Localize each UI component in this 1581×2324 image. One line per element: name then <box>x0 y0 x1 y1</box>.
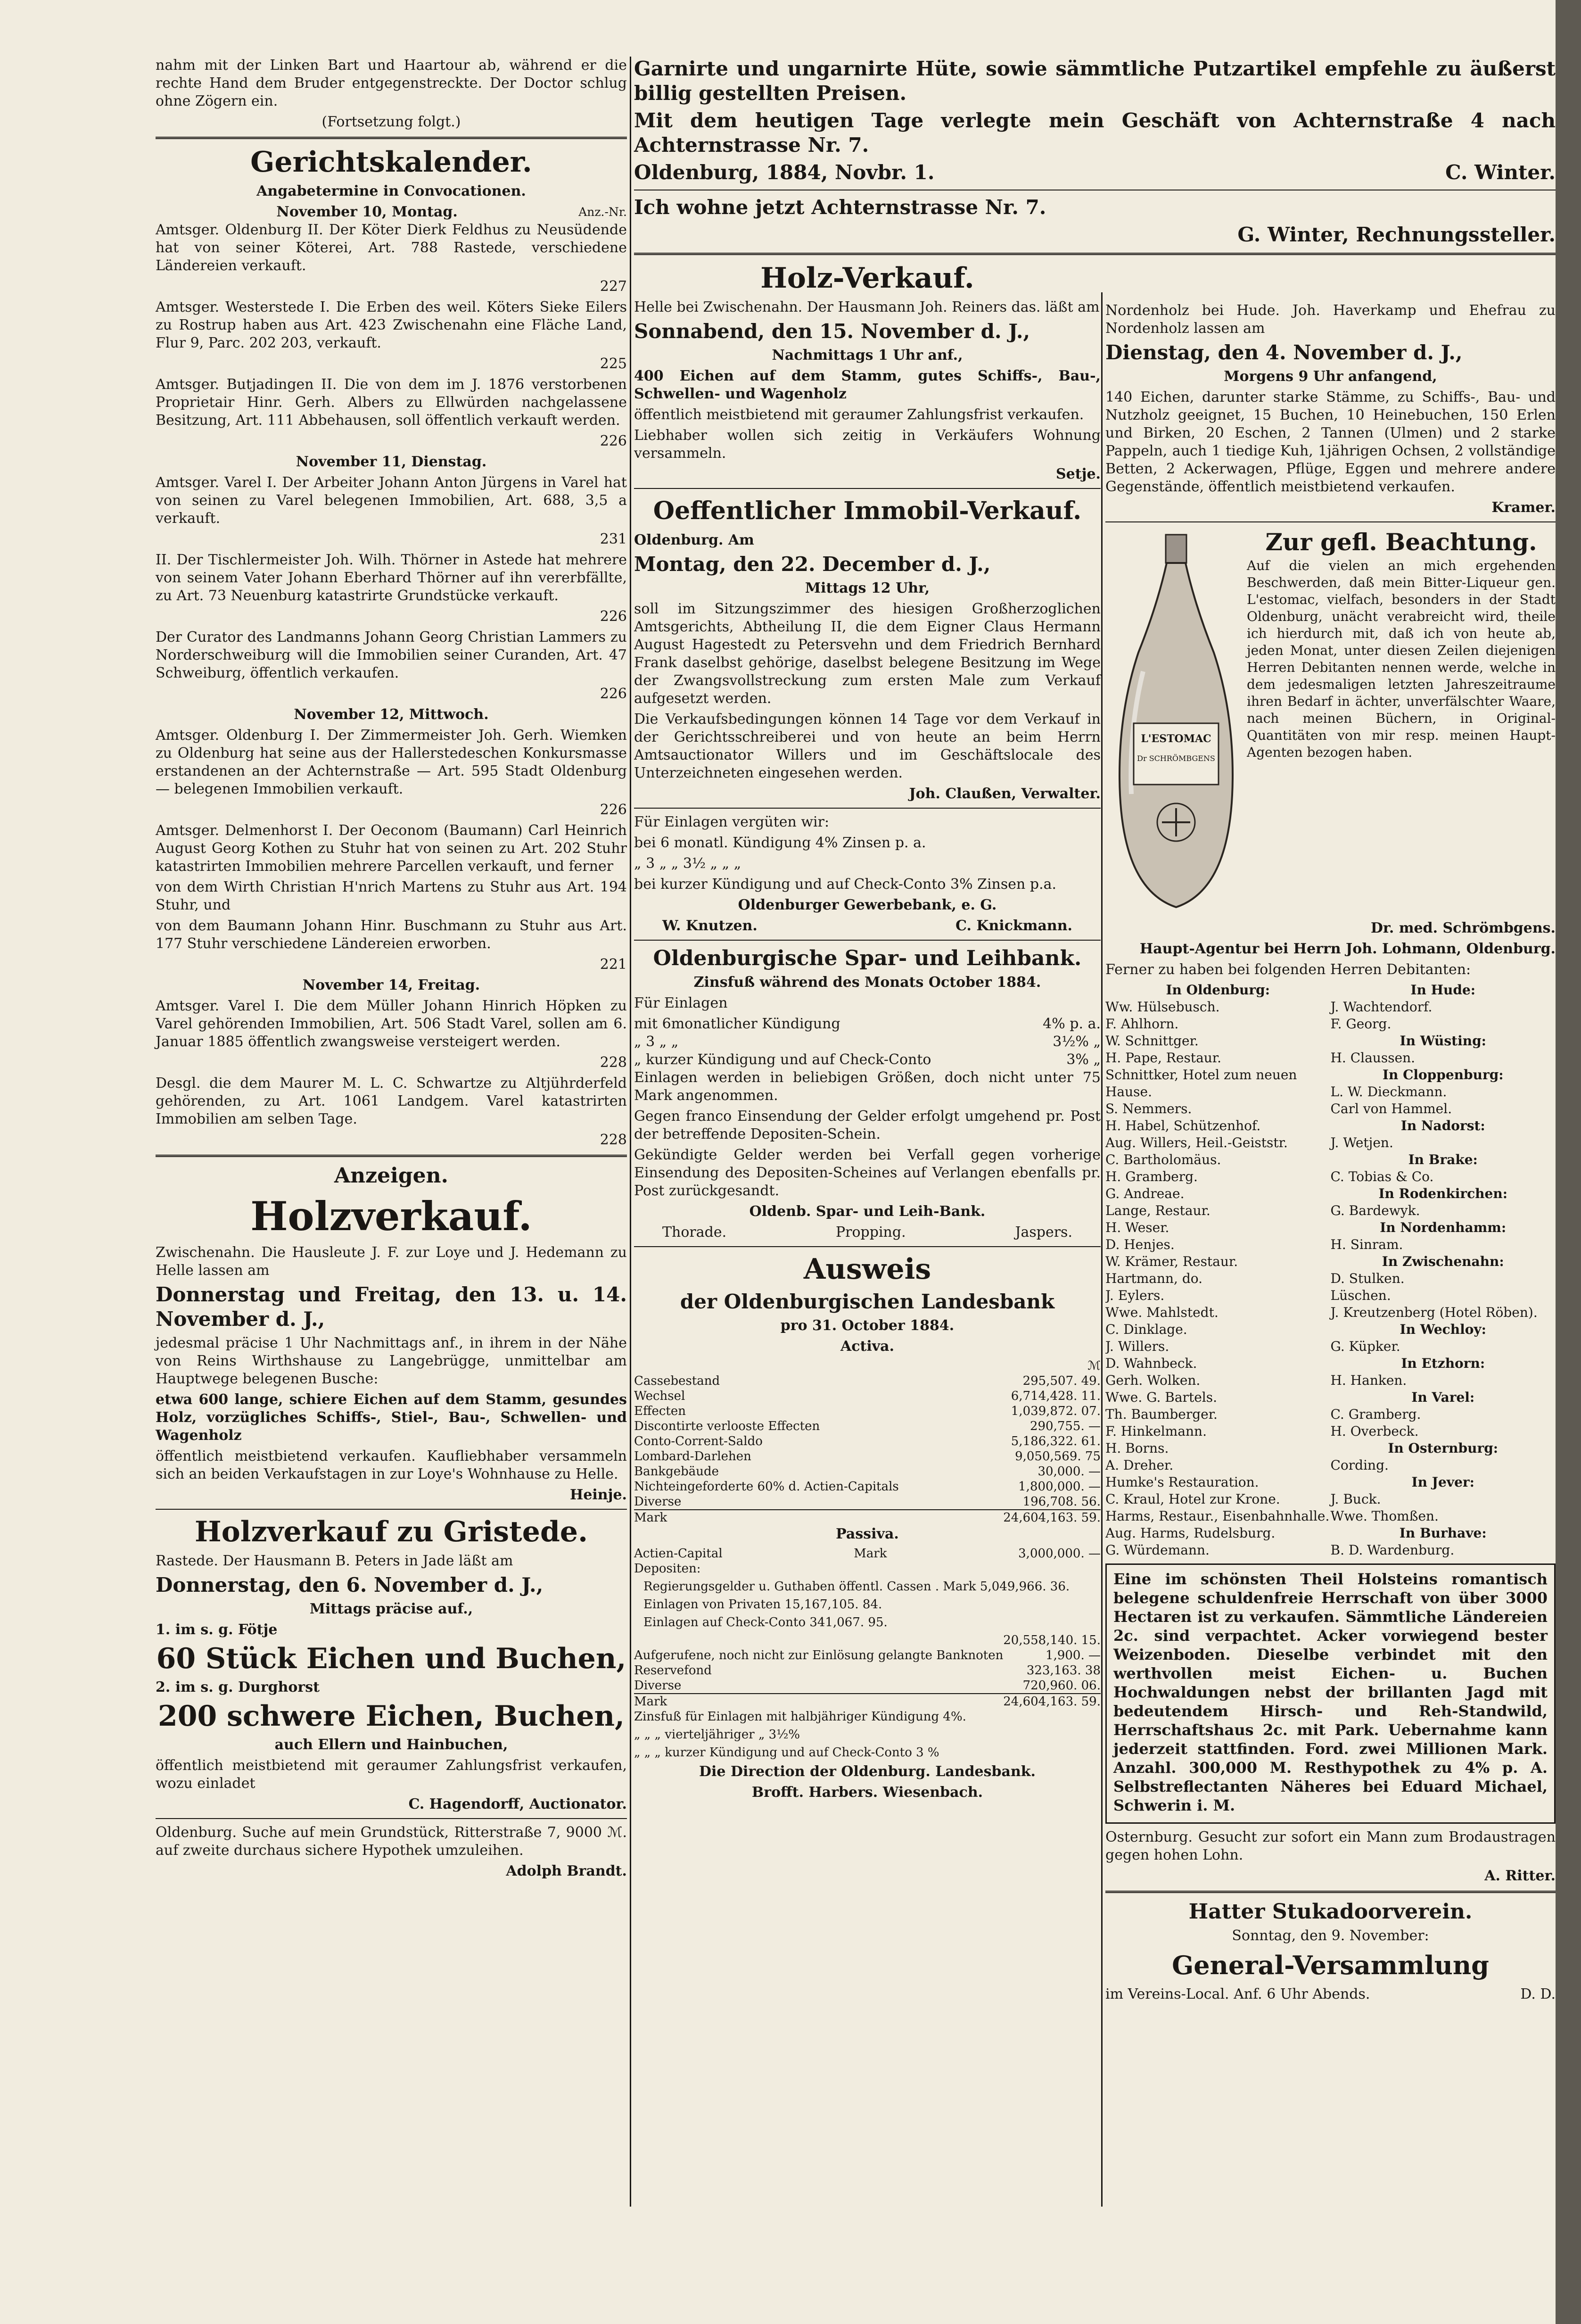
court-entry: Amtsger. Delmenhorst I. Der Oeconom (Baumann) Carl Heinrich August Georg Kothen zu Stuhr hat von seinen zu Art. 202 Stuhr katastrirten Immobilien mehrere Parcellen verkauft, und ferner <box>156 822 627 875</box>
ad-text: 140 Eichen, darunter starke Stämme, zu Schiffs-, Bau- und Nutzholz geeignet, 15 Buchen, 10 Heinebuchen, 150 Erlen und Birken, 20 Eschen, 2 Tannen (Ulmen) und 2 starke Pappeln, auch 1 tiedige Kuh, 1jährigen Ochsen, 2 vollständige Betten, 2 Ackerwagen, Pflüge, Eggen und mehrere andere Gegenstände, öffentlich meistbietend verkaufen. <box>1105 389 1556 495</box>
assembly-title: General-Versammlung <box>1172 1950 1489 1980</box>
dealer-entry: Th. Baumberger. <box>1105 1406 1218 1422</box>
timber-sale-title: Holzverkauf. <box>250 1193 532 1240</box>
activa-row <box>634 1449 1101 1464</box>
dealer-entry: Wwe. Thomßen. <box>1330 1508 1439 1524</box>
activa-value: 1,039,872. 07. <box>1011 1404 1101 1418</box>
dealer-entry: F. Georg. <box>1330 1016 1392 1032</box>
agency: Haupt-Agentur bei Herrn Joh. Lohmann, Oldenburg. <box>1139 941 1556 957</box>
passiva-total: Mark 24,604,163. 59. <box>634 1693 1101 1709</box>
ads-title: Anzeigen. <box>334 1164 448 1188</box>
dealer-entry: G. Bardewyk. <box>1330 1203 1420 1218</box>
court-subtitle: Angabetermine in Convocationen. <box>256 183 526 199</box>
dealer-entry: In Hude: <box>1410 982 1476 998</box>
dealer-entry: J. Eylers. <box>1105 1288 1165 1303</box>
statement-bank: der Oldenburgischen Landesbank <box>680 1290 1055 1313</box>
dealer-entry: In Rodenkirchen: <box>1378 1186 1508 1201</box>
activa-label: Nichteingeforderte 60% d. Actien-Capitals <box>634 1480 899 1494</box>
activa-label: Diverse <box>634 1495 682 1509</box>
dealer-entry: In Cloppenburg: <box>1382 1067 1504 1083</box>
activa-row <box>634 1419 1101 1434</box>
dealer-entry: In Osternburg: <box>1388 1440 1499 1456</box>
property-sale-title: Oeffentlicher Immobil-Verkauf. <box>653 496 1082 525</box>
job-signature: A. Ritter. <box>1484 1868 1556 1884</box>
divider <box>156 137 627 139</box>
bottle-illustration <box>1105 527 1247 919</box>
dealer-entry: In Nordenhamm: <box>1380 1220 1507 1235</box>
savings-bank-title: Oldenburgische Spar- und Leihbank. <box>653 946 1082 970</box>
passiva-row: Aufgerufene, noch nicht zur Einlösung gelangte Banknoten 1,900. — <box>634 1648 1101 1662</box>
activa-value: 6,714,428. 11. <box>1011 1389 1101 1403</box>
notice-signature: Dr. med. Schrömbgens. <box>1370 920 1556 936</box>
dealer-entry: D. Wahnbeck. <box>1105 1356 1197 1371</box>
activa-row <box>634 1464 1101 1479</box>
bank-name: Oldenburger Gewerbebank, e. G. <box>738 897 997 913</box>
activa-row <box>634 1373 1101 1389</box>
activa-label: Effecten <box>634 1404 686 1418</box>
ad-text: Oldenburg. Am <box>634 532 754 548</box>
entry-number: 226 <box>600 686 627 702</box>
dealer-entry: D. Stulken. <box>1330 1271 1405 1286</box>
divider <box>634 488 1101 489</box>
passiva-sub: Einlagen auf Check-Conto 341,067. 95. <box>643 1615 888 1629</box>
wood-sale-title: Holz-Verkauf. <box>760 262 974 295</box>
divider <box>156 1818 627 1819</box>
court-entry: II. Der Tischlermeister Joh. Wilh. Thörner in Astede hat mehrere von seinem Vater Johann Eberhard Thörner auf ihn vererbfällte, zu Art. 73 Neuenburg katastrirte Grundstücke verkauft. <box>156 552 627 604</box>
passiva-row: Depositen: <box>634 1562 701 1576</box>
dealer-entry: W. Schnittger. <box>1105 1033 1199 1049</box>
dealer-entry: Cording. <box>1330 1457 1389 1473</box>
dealer-entry: C. Gramberg. <box>1330 1406 1421 1422</box>
bottle-label-maker: Dr SCHRÖMBGENS <box>1137 754 1215 763</box>
rate-row: mit 6monatlicher Kündigung 4% p. a. <box>634 1016 1101 1032</box>
statement-title: Ausweis <box>803 1253 931 1286</box>
savings-text: Einlagen werden in beliebigen Größen, doch nicht unter 75 Mark angenommen. <box>634 1069 1101 1104</box>
ad-highlight: etwa 600 lange, schiere Eichen auf dem Stamm, gesundes Holz, vorzügliches Schiffs-, Stiel-, Bau-, Schwellen- und Wagenholz <box>156 1391 627 1444</box>
ad-text: Helle bei Zwischenahn. Der Hausmann Joh. Reiners das. läßt am <box>634 299 1100 315</box>
activa-label: Bankgebäude <box>634 1464 719 1479</box>
statement-date: pro 31. October 1884. <box>780 1317 955 1334</box>
activa-label: Lombard-Darlehen <box>634 1449 751 1464</box>
ad-text: Nordenholz bei Hude. Joh. Haverkamp und Ehefrau zu Nordenholz lassen am <box>1105 302 1556 337</box>
court-entry: von dem Wirth Christian H'nrich Martens zu Stuhr aus Art. 194 Stuhr, und <box>156 879 627 913</box>
dealer-entry: In Wüsting: <box>1400 1033 1486 1049</box>
dealer-entry: G. Würdemann. <box>1105 1542 1210 1558</box>
activa-label: Conto-Corrent-Saldo <box>634 1434 763 1448</box>
story-ending: nahm mit der Linken Bart und Haartour ab, während er die rechte Hand dem Bruder entgegenstreckte. Der Doctor schlug ohne Zögern ein. <box>156 57 627 109</box>
ad-text: soll im Sitzungszimmer des hiesigen Großherzoglichen Amtsgerichts, Abtheilung II, die dem Eigner Claus Hermann August Hagestedt zu Petersvehn und dem Friedrich Bernhard Frank daselbst gehörige, daselbst belegene Besitzung im Wege der Zwangsvollstreckung zum ersten Male zum Verkauf aufgesetzt werden. <box>634 601 1101 707</box>
liqueur-text <box>1247 527 1556 919</box>
dealer-entry: Schnittker, Hotel zum neuen Hause. <box>1105 1067 1297 1100</box>
passiva-heading: Passiva. <box>836 1526 899 1542</box>
activa-value: 30,000. — <box>1038 1464 1101 1479</box>
ad-time: Nachmittags 1 Uhr anf., <box>772 347 963 364</box>
rate-row: „ kurzer Kündigung und auf Check-Conto 3% „ <box>634 1051 1101 1068</box>
dealer-entry: C. Kraul, Hotel zur Krone. <box>1105 1491 1280 1507</box>
bank-text: Für Einlagen vergüten wir: <box>634 814 830 830</box>
dealer-entry: J. Wachtendorf. <box>1330 999 1433 1015</box>
interest-note: „ „ „ vierteljähriger „ 3½% <box>634 1728 800 1742</box>
date-heading: November 11, Dienstag. <box>296 454 487 470</box>
activa-label: Discontirte verlooste Effecten <box>634 1419 820 1433</box>
job-ad: Osternburg. Gesucht zur sofort ein Mann zum Brodaustragen gegen hohen Lohn. <box>1105 1829 1556 1863</box>
date-heading: November 14, Freitag. <box>302 977 480 993</box>
activa-label: Cassebestand <box>634 1374 720 1388</box>
ad-date: Dienstag, den 4. November d. J., <box>1105 341 1463 364</box>
date-heading: November 12, Mittwoch. <box>294 706 489 723</box>
passiva-row: Actien-Capital Mark 3,000,000. — <box>634 1547 1101 1561</box>
activa-heading: Activa. <box>840 1338 895 1355</box>
dealer-entry: C. Dinklage. <box>1105 1322 1187 1337</box>
ad-text: öffentlich meistbietend verkaufen. Kaufliebhaber versammeln sich an beiden Verkaufstagen in zur Loye's Wohnhause zu Helle. <box>156 1448 627 1482</box>
ad-item-big: 60 Stück Eichen und Buchen, <box>156 1642 626 1675</box>
dealer-entry: H. Borns. <box>1105 1440 1169 1456</box>
entry-number: 228 <box>600 1054 627 1071</box>
ad-date: Sonnabend, den 15. November d. J., <box>634 320 1030 343</box>
savings-text: Gekündigte Gelder werden bei Verfall gegen vorherige Einsendung des Depositen-Scheines auf Verlangen ebenfalls pr. Post zurückgesandt. <box>634 1147 1101 1199</box>
address-signature: G. Winter, Rechnungssteller. <box>1237 223 1556 246</box>
court-entry: Amtsger. Oldenburg II. Der Köter Dierk Feldhus zu Neusüdende hat von seiner Köterei, Art. 788 Rastede, verschiedene Ländereien verkauft. <box>156 222 627 274</box>
dealer-entry: Harms, Restaur., Eisenbahnhalle. <box>1105 1508 1330 1524</box>
savings-signatures: Thorade. Propping. Jaspers. <box>662 1224 1072 1241</box>
dealer-entry: In Wechloy: <box>1400 1322 1486 1337</box>
bank-direction: Die Direction der Oldenburg. Landesbank. <box>699 1763 1036 1780</box>
dealer-entry: H. Pape, Restaur. <box>1105 1050 1221 1066</box>
ad-text: öffentlich meistbietend mit geraumer Zahlungsfrist verkaufen. <box>634 406 1084 423</box>
dealer-entry: S. Nemmers. <box>1105 1101 1192 1117</box>
ad-date: Montag, den 22. December d. J., <box>634 553 991 576</box>
activa-total: Mark 24,604,163. 59. <box>634 1509 1101 1525</box>
dealer-entry: Carl von Hammel. <box>1330 1101 1452 1117</box>
dealer-entry: In Oldenburg: <box>1166 982 1270 998</box>
passiva-row: 20,558,140. 15. <box>1003 1633 1101 1647</box>
dealer-entry: Gerh. Wolken. <box>1105 1373 1201 1388</box>
entry-number: 226 <box>600 608 627 625</box>
divider <box>634 808 1101 809</box>
bank-text: bei kurzer Kündigung und auf Check-Conto 3% Zinsen p.a. <box>634 876 1057 893</box>
move-notice: Mit dem heutigen Tage verlegte mein Geschäft von Achternstraße 4 nach Achternstrasse Nr. 7. <box>634 109 1556 157</box>
activa-row <box>634 1389 1101 1404</box>
entry-number: 228 <box>600 1132 627 1148</box>
dealer-entry: In Jever: <box>1411 1474 1474 1490</box>
interest-note: „ „ „ kurzer Kündigung und auf Check-Conto 3 % <box>634 1745 939 1760</box>
bank-text: „ 3 „ „ 3½ „ „ „ <box>634 855 741 872</box>
continued-note: (Fortsetzung folgt.) <box>321 114 461 130</box>
court-entry: Amtsger. Varel I. Der Arbeiter Johann Anton Jürgens in Varel hat von seinen zu Varel belegenen Immobilien, Art. 688, 3,5 a verkauft. <box>156 474 627 527</box>
club-title: Hatter Stukadoorverein. <box>1188 1900 1473 1924</box>
dealer-entry: H. Habel, Schützenhof. <box>1105 1118 1261 1133</box>
dealer-entry: Hartmann, do. <box>1105 1271 1203 1286</box>
ad-text: Rastede. Der Hausmann B. Peters in Jade läßt am <box>156 1553 513 1569</box>
court-entry: Amtsger. Varel I. Die dem Müller Johann Hinrich Höpken zu Varel gehörenden Immobilien, Art. 506 Stadt Varel, sollen am 6. Januar 1885 öffentlich zwangsweise versteigert werden. <box>156 998 627 1050</box>
divider <box>634 1246 1101 1247</box>
divider <box>634 253 1556 255</box>
activa-table <box>634 1373 1101 1509</box>
dealer-entry: Wwe. Mahlstedt. <box>1105 1305 1219 1320</box>
bank-signatures: Brofft. Harbers. Wiesenbach. <box>751 1784 983 1801</box>
bank-text: bei 6 monatl. Kündigung 4% Zinsen p. a. <box>634 835 926 851</box>
ad-text: Oldenburg. Suche auf mein Grundstück, Ritterstraße 7, 9000 ℳ. auf zweite durchaus sichere Hypothek umzuleihen. <box>156 1824 627 1859</box>
activa-label: Wechsel <box>634 1389 685 1403</box>
ad-time: Morgens 9 Uhr anfangend, <box>1224 368 1437 385</box>
dealer-entry: H. Weser. <box>1105 1220 1169 1235</box>
column-rule-1 <box>630 57 631 2207</box>
bank-signatures: W. Knutzen. C. Knickmann. <box>662 918 1072 934</box>
interest-note: Zinsfuß für Einlagen mit halbjähriger Kündigung 4%. <box>634 1710 966 1724</box>
currency-row: ℳ <box>1087 1359 1101 1373</box>
rate-text: Für Einlagen <box>634 995 728 1011</box>
ad-highlight: 400 Eichen auf dem Stamm, gutes Schiffs-, Bau-, Schwellen- und Wagenholz <box>634 368 1101 402</box>
dealer-entry: H. Overbeck. <box>1330 1423 1419 1439</box>
club-date: Sonntag, den 9. November: <box>1232 1927 1429 1944</box>
dealer-list <box>1105 982 1556 1559</box>
activa-row <box>634 1404 1101 1419</box>
activa-value: 5,186,322. 61. <box>1011 1434 1101 1448</box>
column-rule-2 <box>1101 292 1103 2207</box>
activa-row <box>634 1479 1101 1494</box>
dealer-entry: H. Claussen. <box>1330 1050 1416 1066</box>
dealer-entry: G. Küpker. <box>1330 1339 1400 1354</box>
ad-text: Zwischenahn. Die Hausleute J. F. zur Loye und J. Hedemann zu Helle lassen am <box>156 1244 627 1279</box>
ad-text: Die Verkaufsbedingungen können 14 Tage vor dem Verkauf in der Gerichtsschreiberei und von heute an beim Herrn Amtsauctionator Willers und im Geschäftslocale des Unterzeichneten eingesehen werden. <box>634 711 1101 781</box>
passiva-row: Reservefond 323,163. 38 <box>634 1663 1101 1678</box>
dealer-list-right <box>1331 982 1556 1559</box>
entry-number: 226 <box>600 433 627 449</box>
ad-text: Liebhaber wollen sich zeitig in Verkäufers Wohnung versammeln. <box>634 427 1101 462</box>
dealer-entry: In Etzhorn: <box>1401 1356 1485 1371</box>
ad-item-big: 200 schwere Eichen, Buchen, <box>158 1700 625 1733</box>
dealer-entry: C. Tobias & Co. <box>1330 1169 1434 1184</box>
dealer-entry: In Brake: <box>1408 1152 1478 1167</box>
entry-number: 226 <box>600 802 627 818</box>
activa-value: 9,050,569. 75 <box>1015 1449 1101 1464</box>
dealer-entry: H. Gramberg. <box>1105 1169 1198 1184</box>
divider <box>156 1155 627 1157</box>
activa-value: 295,507. 49. <box>1022 1374 1101 1388</box>
court-entry: Amtsger. Westerstede I. Die Erben des weil. Köters Sieke Eilers zu Rostrup haben aus Art. 423 Zwischenahn eine Fläche Land, Flur 9, Parc. 202 203, verkauft. <box>156 299 627 351</box>
dealer-list-left <box>1105 982 1331 1559</box>
activa-value: 196,708. 56. <box>1022 1495 1101 1509</box>
rate-row: „ 3 „ „ 3½% „ <box>634 1034 1101 1050</box>
bottle-label: L'ESTOMAC <box>1141 733 1211 745</box>
ad-item: auch Ellern und Hainbuchen, <box>274 1737 508 1753</box>
notice-title: Zur gefl. Beachtung. <box>1265 528 1537 556</box>
activa-row <box>634 1494 1101 1509</box>
ad-signature: Kramer. <box>1491 499 1556 516</box>
dealer-entry: F. Hinkelmann. <box>1105 1423 1207 1439</box>
notice-text: Auf die vielen an mich ergehenden Beschwerden, daß mein Bitter-Liqueur gen. L'estomac, vielfach, besonders in der Stadt Oldenburg, unächt verabreicht wird, theile ich hierdurch mit, daß ich von heute ab, jeden Monat, unter diesen Zeilen diejenigen Herren Debitanten nennen werde, welche in dem jedesmaligen letzten Jahreszeitraume ihren Bedarf in ächter, unverfälschter Waare, nach meinen Büchern, in Original-Quantitäten von mir resp. meinen Haupt-Agenten bezogen haben. <box>1247 558 1556 760</box>
dealer-entry: H. Hanken. <box>1330 1373 1407 1388</box>
dealer-entry: G. Andreae. <box>1105 1186 1185 1201</box>
court-entry: von dem Baumann Johann Hinr. Buschmann zu Stuhr aus Art. 177 Stuhr verschiedene Ländereien erworben. <box>156 918 627 952</box>
dealer-entry: Humke's Restauration. <box>1105 1474 1259 1490</box>
entry-number: 231 <box>600 531 627 547</box>
ad-signature: Heinje. <box>569 1487 627 1503</box>
dealer-entry: Ww. Hülsebusch. <box>1105 999 1220 1015</box>
ad-text: öffentlich meistbietend mit geraumer Zahlungsfrist verkaufen, wozu einladet <box>156 1757 627 1792</box>
divider <box>156 1509 627 1510</box>
court-calendar-title: Gerichtskalender. <box>250 146 532 179</box>
date-heading: November 10, Montag. Anz.-Nr. <box>276 204 627 220</box>
ad-signature: Joh. Claußen, Verwalter. <box>909 786 1101 802</box>
savings-text: Gegen franco Einsendung der Gelder erfolgt umgehend pr. Post der betreffende Depositen-Schein. <box>634 1108 1101 1142</box>
estate-text: Eine im schönsten Theil Holsteins romantisch belegene schuldenfreie Herrschaft von über 3000 Hectaren ist zu verkaufen. Sämmtliche Ländereien 2c. sind verpachtet. Acker vorwiegend bester Weizenboden. Dieselbe verbindet mit den werthvollen meist Eichen- u. Buchen Hochwaldungen nebst der brillanten Jagd mit bedeutendem Hirsch- und Reh-Standwild, Herrschaftshaus 2c. mit Park. Uebernahme kann jederzeit stattfinden. Ford. zwei Millionen Mark. Anzahl. 300,000 M. Resthypothek zu 4% p. A. Selbstreflectanten Näheres bei Eduard Michael, Schwerin i. M. <box>1113 1570 1548 1814</box>
gristede-title: Holzverkauf zu Gristede. <box>195 1515 588 1548</box>
passiva-sub: Regierungsgelder u. Guthaben öffentl. Cassen . Mark 5,049,966. 36. <box>643 1580 1070 1594</box>
activa-value: 1,800,000. — <box>1018 1480 1101 1494</box>
column-3 <box>1105 302 1556 2003</box>
dealer-entry: C. Bartholomäus. <box>1105 1152 1221 1167</box>
hat-ad: Garnirte und ungarnirte Hüte, sowie sämmtliche Putzartikel empfehle zu äußerst billig gestellten Preisen. <box>634 57 1556 105</box>
liqueur-ad <box>1105 527 1556 919</box>
ad-signature: C. Hagendorff, Auctionator. <box>408 1796 627 1812</box>
ad-signature: Adolph Brandt. <box>506 1863 627 1879</box>
dealer-entry: Aug. Willers, Heil.-Geiststr. <box>1105 1135 1288 1150</box>
ad-signature: Setje. <box>1056 466 1101 482</box>
bottle-image <box>1110 530 1242 917</box>
assembly-footer: im Vereins-Local. Anf. 6 Uhr Abends. D. D. <box>1105 1986 1556 2002</box>
divider <box>1105 1891 1556 1893</box>
entry-number: 225 <box>600 356 627 372</box>
passiva-sub: Einlagen von Privaten 15,167,105. 84. <box>643 1597 882 1612</box>
divider <box>634 940 1101 941</box>
dealer-entry: F. Ahlhorn. <box>1105 1016 1179 1032</box>
dealer-entry: J. Willers. <box>1105 1339 1169 1354</box>
dealer-entry: In Burhave: <box>1399 1525 1487 1541</box>
entry-number: 227 <box>600 278 627 295</box>
activa-value: 290,755. — <box>1029 1419 1101 1433</box>
dealer-entry: J. Buck. <box>1330 1491 1381 1507</box>
passiva-row: Diverse 720,960. 06. <box>634 1679 1101 1693</box>
dealer-entry: D. Henjes. <box>1105 1237 1175 1252</box>
court-entry: Der Curator des Landmanns Johann Georg Christian Lammers zu Norderschweiburg will die Immobilien seiner Curanden, Art. 47 Schweiburg, öffentlich verkaufen. <box>156 629 627 681</box>
activa-row <box>634 1434 1101 1449</box>
divider <box>1105 521 1556 522</box>
dealer-entry: J. Kreutzenberg (Hotel Röben). <box>1330 1305 1538 1320</box>
court-entry: Desgl. die dem Maurer M. L. C. Schwartze zu Altjührderfeld gehörenden, zu Art. 1061 Landgem. Varel katastrirten Immobilien am selben Tage. <box>156 1075 627 1127</box>
ad-text: jedesmal präcise 1 Uhr Nachmittags anf., in ihrem in der Nähe von Reins Wirthshause zu Langebrügge, unmittelbar am Hauptwege belegenen Busche: <box>156 1335 627 1387</box>
dealer-entry: A. Dreher. <box>1105 1457 1174 1473</box>
entry-number: 221 <box>600 956 627 973</box>
dealer-entry: In Varel: <box>1411 1389 1475 1405</box>
top-banner <box>634 57 1556 255</box>
dealer-entry: W. Krämer, Restaur. <box>1105 1254 1238 1269</box>
dealer-entry: J. Wetjen. <box>1330 1135 1393 1150</box>
court-entry: Amtsger. Oldenburg I. Der Zimmermeister Joh. Gerh. Wiemken zu Oldenburg hat seine aus der Hallerstedeschen Konkursmasse erstandenen an der Achternstraße — Art. 595 Stadt Oldenburg — belegenen Immobilien verkauft. <box>156 727 627 797</box>
page-edge <box>1556 0 1581 2324</box>
dealer-entry: Lüschen. <box>1330 1288 1391 1303</box>
dealer-entry: L. W. Dieckmann. <box>1330 1084 1447 1100</box>
dealer-entry: In Nadorst: <box>1400 1118 1485 1133</box>
court-entry: Amtsger. Butjadingen II. Die von dem im J. 1876 verstorbenen Proprietair Hinr. Gerh. Albers zu Ellwürden nachgelassene Besitzung, Art. 111 Abbehausen, soll öffentlich verkauft werden. <box>156 376 627 429</box>
dealer-entry: Lange, Restaur. <box>1105 1203 1210 1218</box>
ad-time: Mittags präcise auf., <box>309 1601 473 1617</box>
dealer-entry: In Zwischenahn: <box>1382 1254 1504 1269</box>
savings-subtitle: Zinsfuß während des Monats October 1884. <box>693 974 1041 991</box>
dealer-entry: Aug. Harms, Rudelsburg. <box>1105 1525 1276 1541</box>
move-notice-footer: Oldenburg, 1884, Novbr. 1. C. Winter. <box>634 161 1556 184</box>
ad-date: Donnerstag und Freitag, den 13. u. 14. November d. J., <box>156 1283 627 1331</box>
estate-ad <box>1105 1563 1556 1824</box>
ad-time: Mittags 12 Uhr, <box>805 580 930 596</box>
dealer-entry: Wwe. G. Bartels. <box>1105 1389 1217 1405</box>
ad-item: 1. im s. g. Fötje <box>156 1621 278 1638</box>
dealer-entry: H. Sinram. <box>1330 1237 1403 1252</box>
dealers-intro: Ferner zu haben bei folgenden Herren Debitanten: <box>1105 961 1471 978</box>
address-notice: Ich wohne jetzt Achternstrasse Nr. 7. <box>634 196 1046 219</box>
savings-bank-name: Oldenb. Spar- und Leih-Bank. <box>749 1203 986 1220</box>
ad-date: Donnerstag, den 6. November d. J., <box>156 1573 543 1596</box>
column-1 <box>156 57 627 1883</box>
ad-item: 2. im s. g. Durghorst <box>156 1679 320 1695</box>
dealer-entry: B. D. Wardenburg. <box>1330 1542 1455 1558</box>
